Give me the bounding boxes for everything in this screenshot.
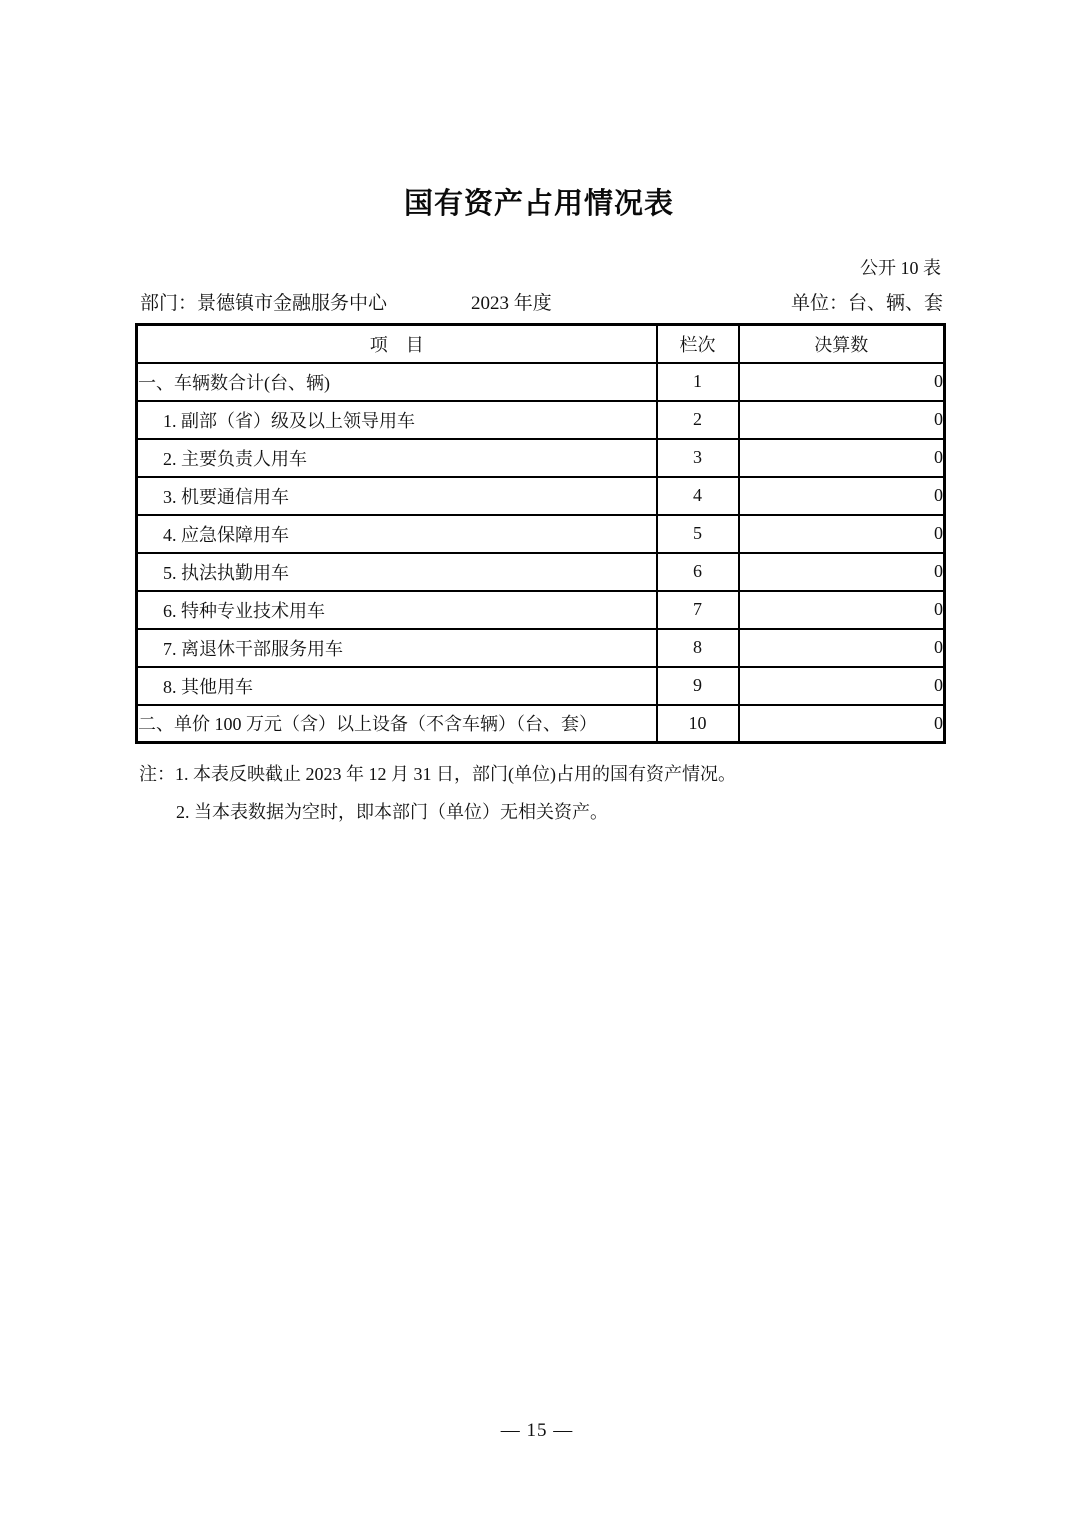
value-cell: 0 [739, 439, 945, 477]
item-cell: 1. 副部（省）级及以上领导用车 [137, 401, 657, 439]
value-cell: 0 [739, 705, 945, 743]
column-no-cell: 7 [657, 591, 739, 629]
table-header-row [137, 325, 945, 363]
value-cell: 0 [739, 363, 945, 401]
item-cell: 7. 离退休干部服务用车 [137, 629, 657, 667]
header-final-amount: 决算数 [739, 325, 945, 363]
table-row [137, 401, 945, 439]
item-cell: 4. 应急保障用车 [137, 515, 657, 553]
table-row [137, 477, 945, 515]
item-cell: 5. 执法执勤用车 [137, 553, 657, 591]
column-no-cell: 9 [657, 667, 739, 705]
item-cell: 2. 主要负责人用车 [137, 439, 657, 477]
column-no-cell: 5 [657, 515, 739, 553]
note-line-1: 注：1. 本表反映截止 2023 年 12 月 31 日，部门(单位)占用的国有资产情况。 [139, 764, 736, 784]
value-cell: 0 [739, 667, 945, 705]
table-row [137, 705, 945, 743]
table-row [137, 667, 945, 705]
department-label: 部门：景德镇市金融服务中心 [140, 293, 388, 314]
column-no-cell: 1 [657, 363, 739, 401]
public-table-label: 公开 10 表 [860, 258, 941, 278]
fiscal-year-label: 2023 年度 [471, 293, 552, 314]
column-no-cell: 3 [657, 439, 739, 477]
table-row [137, 363, 945, 401]
column-no-cell: 8 [657, 629, 739, 667]
header-item: 项 目 [137, 325, 657, 363]
table-row [137, 591, 945, 629]
value-cell: 0 [739, 401, 945, 439]
table-row [137, 553, 945, 591]
document-content [135, 0, 943, 825]
page-number: — 15 — [500, 1420, 574, 1441]
meta-row [135, 292, 943, 316]
table-row [137, 515, 945, 553]
value-cell: 0 [739, 553, 945, 591]
table-row [137, 439, 945, 477]
unit-label: 单位：台、辆、套 [790, 293, 943, 314]
column-no-cell: 2 [657, 401, 739, 439]
column-no-cell: 10 [657, 705, 739, 743]
item-cell: 3. 机要通信用车 [137, 477, 657, 515]
item-cell: 8. 其他用车 [137, 667, 657, 705]
notes-section [135, 761, 943, 825]
table-row [137, 629, 945, 667]
value-cell: 0 [739, 515, 945, 553]
item-cell: 6. 特种专业技术用车 [137, 591, 657, 629]
item-cell: 二、单价 100 万元（含）以上设备（不含车辆）（台、套） [137, 705, 657, 743]
item-cell: 一、车辆数合计(台、辆) [137, 363, 657, 401]
assets-table [135, 323, 946, 744]
page-title: 国有资产占用情况表 [403, 188, 674, 220]
header-column-no: 栏次 [657, 325, 739, 363]
value-cell: 0 [739, 477, 945, 515]
value-cell: 0 [739, 629, 945, 667]
column-no-cell: 6 [657, 553, 739, 591]
value-cell: 0 [739, 591, 945, 629]
column-no-cell: 4 [657, 477, 739, 515]
note-line-2: 2. 当本表数据为空时，即本部门（单位）无相关资产。 [176, 802, 608, 822]
